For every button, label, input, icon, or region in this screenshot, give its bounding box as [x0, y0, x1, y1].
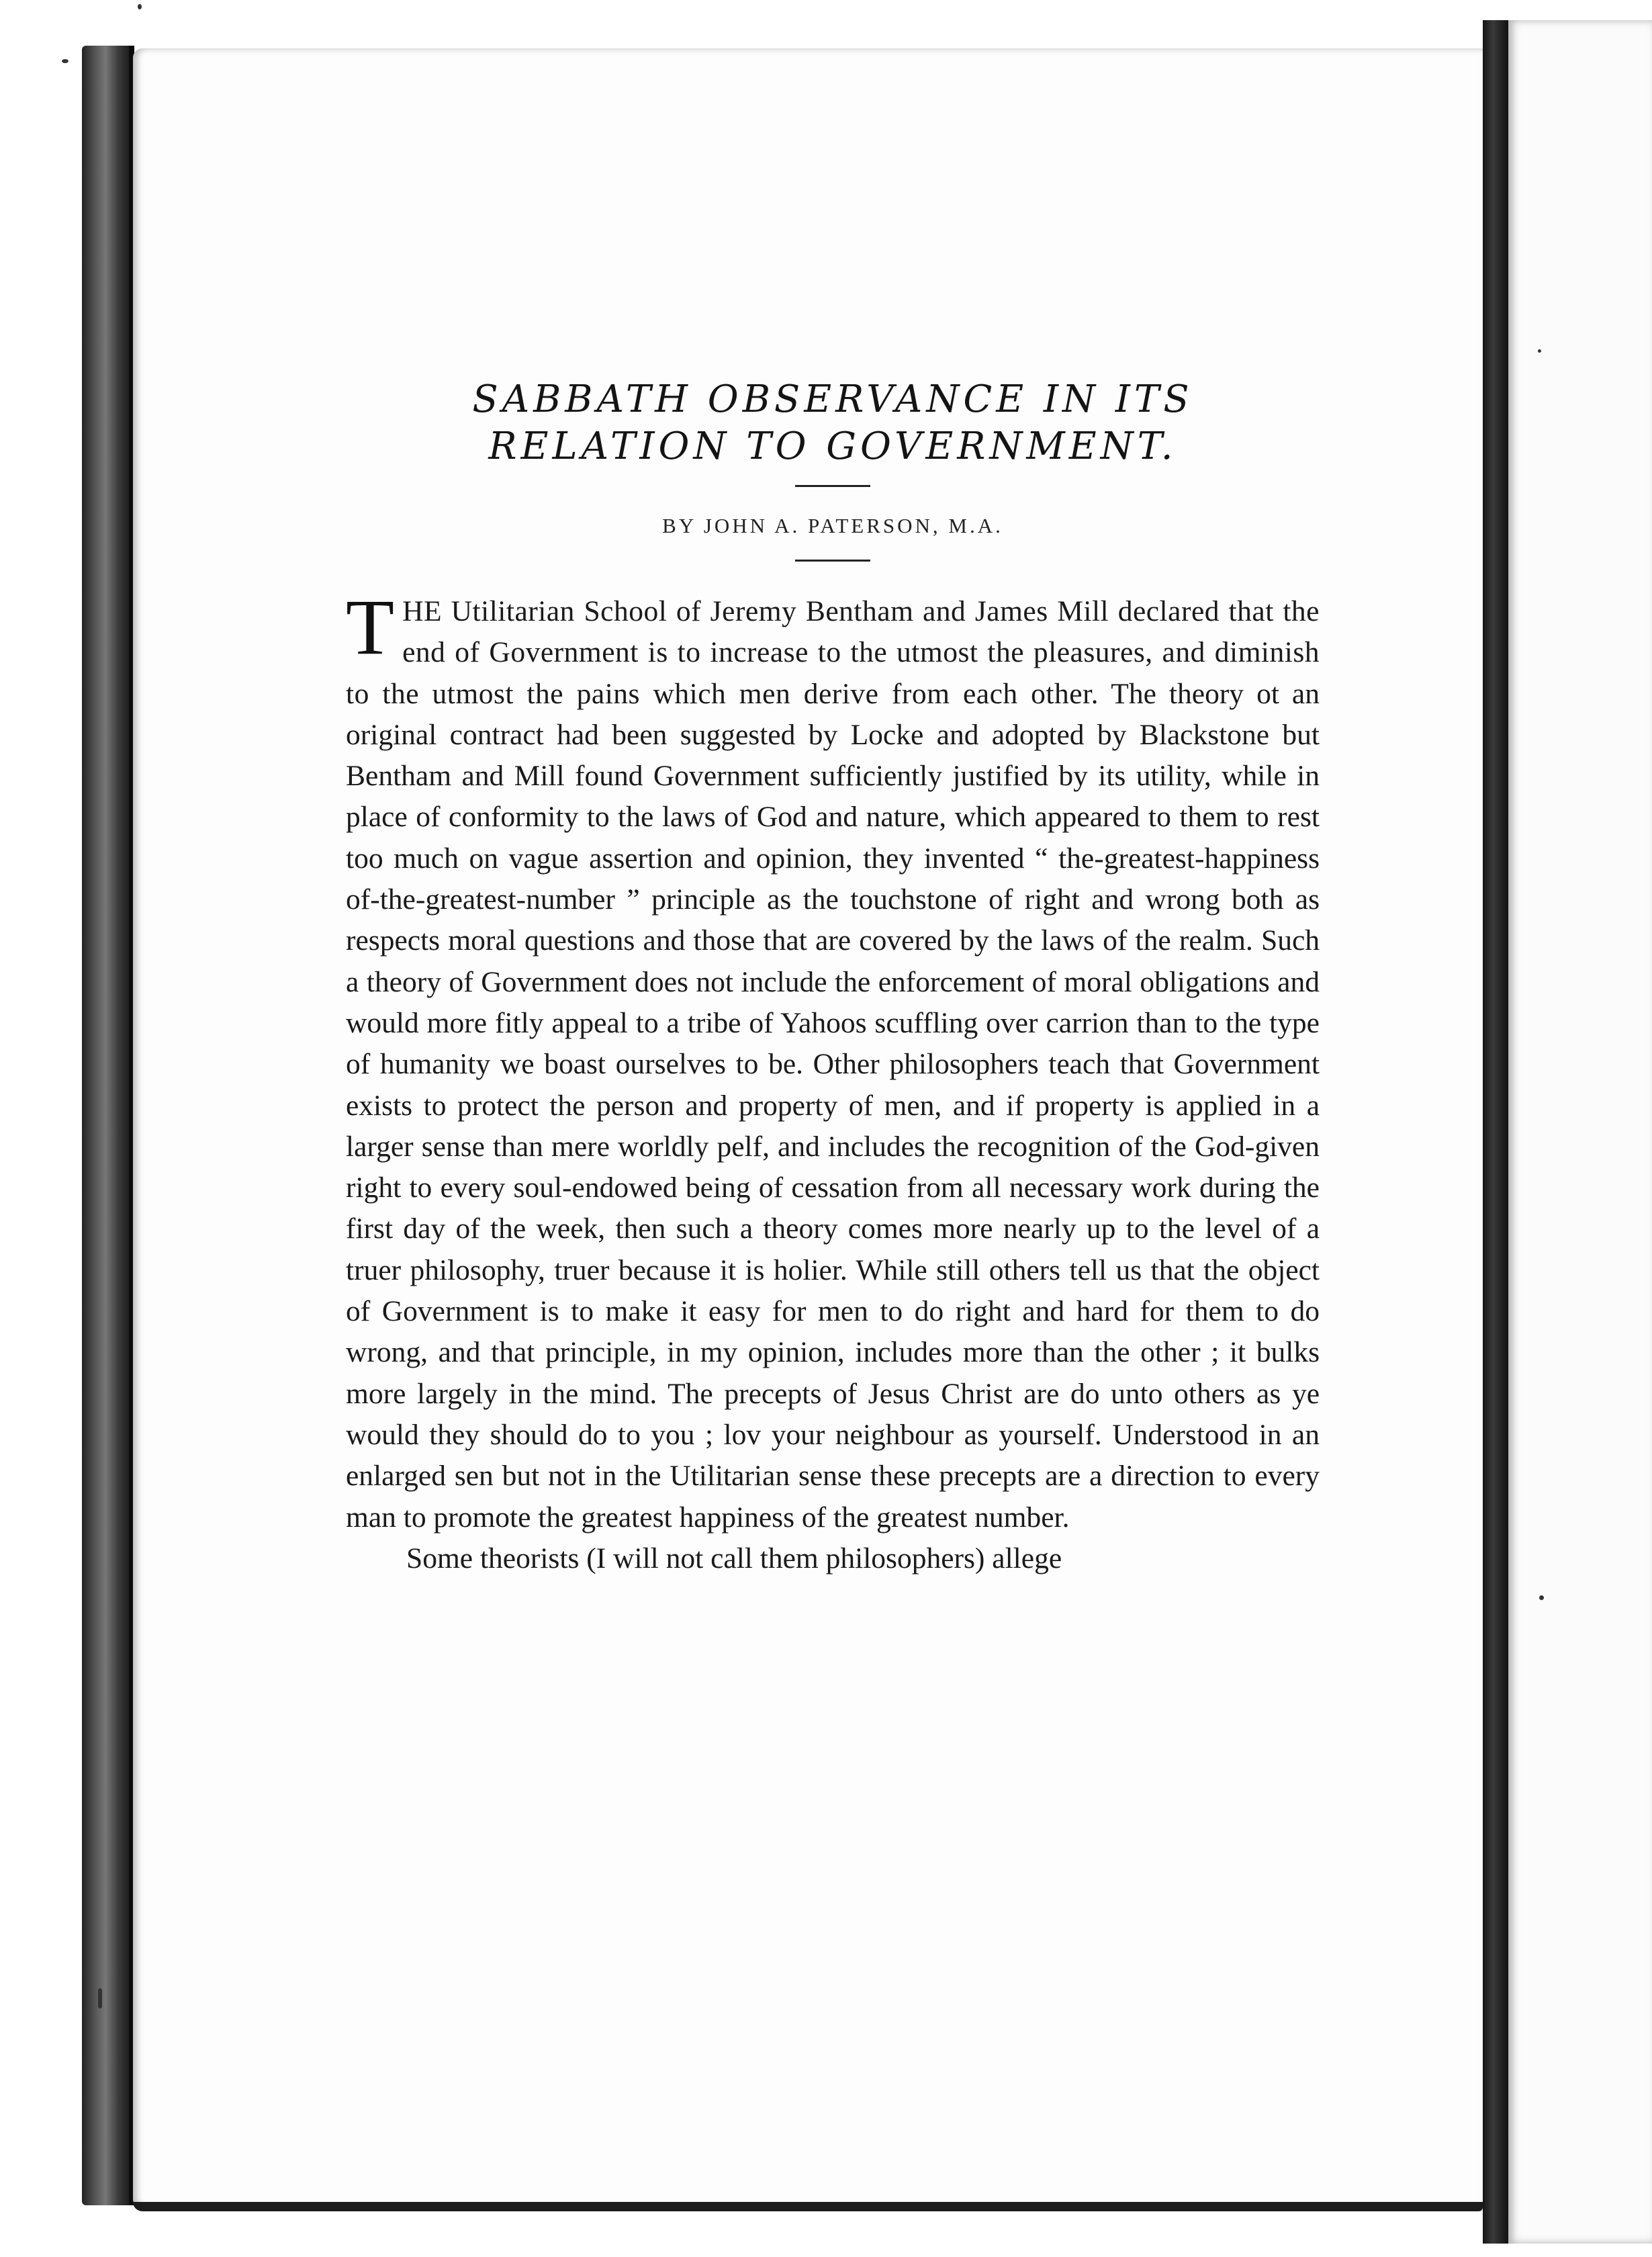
scan-speck: [138, 4, 142, 9]
scan-speck: [98, 1988, 102, 2008]
article-body: [346, 583, 1320, 1579]
title-divider: [795, 485, 870, 487]
scan-speck: [1538, 349, 1541, 353]
paragraph-lead-text: HE Utilitarian School of Jeremy Bentham and James Mill declared that the end of Government is to increase to the utmost the pleasures, and diminish to the utmost the pains which men derive from each other.: [346, 595, 1320, 710]
scan-speck: [62, 59, 68, 63]
scan-speck: [1539, 1595, 1544, 1600]
drop-cap: T: [346, 583, 395, 671]
byline-divider: [795, 560, 870, 562]
body-paragraph: Some theorists (I will not call them philosophers) allege: [406, 1542, 1062, 1575]
article-title: SABBATH OBSERVANCE IN ITS RELATION TO GOVERNMENT.: [472, 378, 1193, 468]
page-bottom-edge: [133, 2202, 1483, 2211]
facing-page: [1508, 20, 1652, 2244]
article: [346, 376, 1320, 1579]
paragraph-text: The theory ot an original contract had been suggested by Locke and adopted by Blackstone but Bentham and Mill found Government sufficiently justified by its utility, while in place of conformity to the laws of God and nature, which appeared to them to rest too much on vague assertion and opinion, they invented “ the-greatest-happiness of-the-greatest-number ” principle as the touchstone of right and wrong both as respects moral questions and those that are covered by the laws of the realm. Such a theory of Government does not include the enforcement of moral obligations and would more fitly appeal to a tribe of Yahoos scuffling over carrion than to the type of humanity we boast ourselves to be. Other philosophers teach that Government exists to protect the person and property of men, and if property is applied in a larger sense than mere worldly pelf, and includes the recognition of the God-given right to every soul-endowed being of cessation from all necessary work during the first day of the week, then such a theory comes more nearly up to the level of a truer philosophy, truer because it is holier. While still others tell us that the object of Government is to make it easy for men to do right and hard for them to do wrong, and that principle, in my opinion, includes more than the other ; it bulks more largely in the mind. The precepts of Jesus Christ are do unto others as ye would they should do to you ; lov your neighbour as yourself. Understood in an enlarged sen but not in the Utilitarian sense these precepts are a direction to every man to promote the greatest happiness of the greatest number.: [346, 677, 1320, 1534]
body-paragraph: [346, 583, 1320, 1538]
article-byline: BY JOHN A. PATERSON, M.A.: [662, 514, 1003, 537]
book-spine-edge: [82, 46, 134, 2205]
book-gutter: [1483, 20, 1508, 2244]
